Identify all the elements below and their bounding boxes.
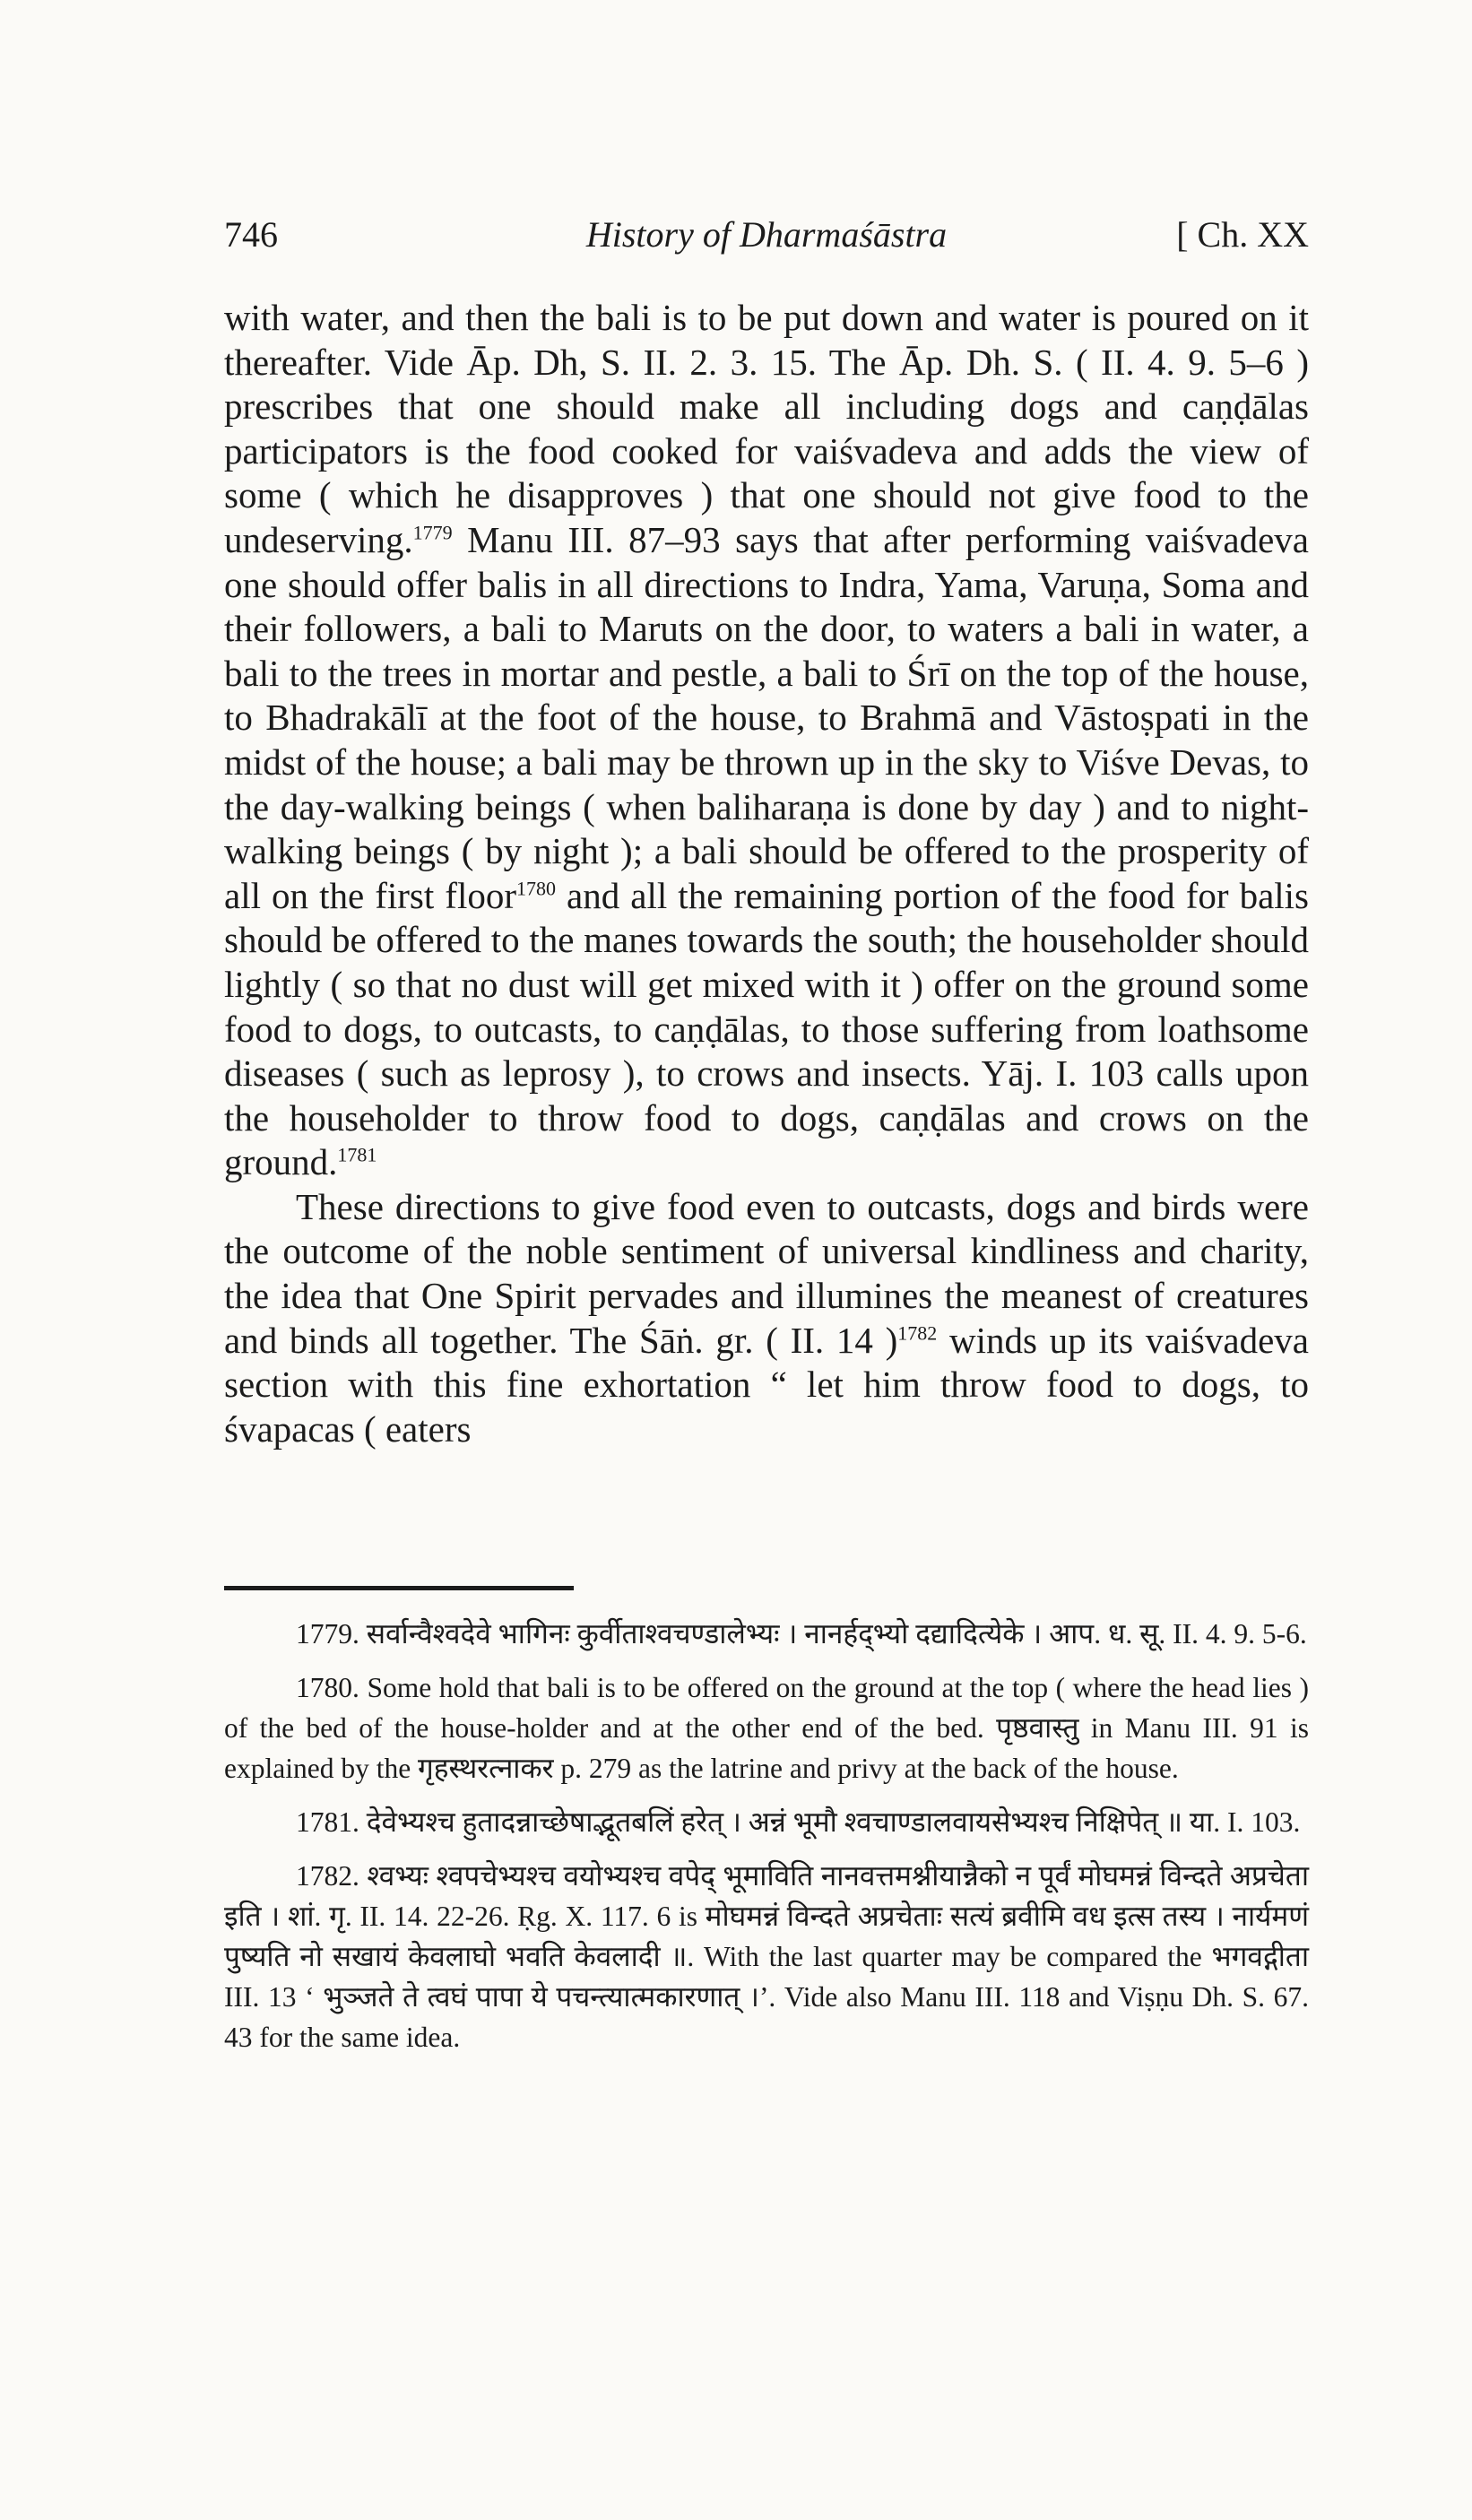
footnote-divider (224, 1586, 574, 1590)
paragraph-1-part-a: with water, and then the bali is to be put down and water is poured on it thereafter. Vide Āp. Dh, S. II. 2. 3. 15. The Āp. Dh. S. ( II. 4. 9. 5–6 ) prescribes that one should make all including dogs and caṇḍālas participators is the food cooked for vaiśvadeva and adds the view of some ( which he disapproves ) that one should not give food to the undeserving. (224, 297, 1309, 560)
footnote-ref-1780: 1780 (516, 877, 556, 900)
footnotes (224, 1614, 1309, 2071)
paragraph-1-part-b: Manu III. 87–93 says that after performing vaiśvadeva one should offer balis in all directions to Indra, Yama, Varuṇa, Soma and their followers, a bali to Maruts on the door, to waters a bali in water, a bali to the trees in mortar and pestle, a bali to Śrī on the top of the house, to Bhadrakālī at the foot of the house, to Brahmā and Vāstoṣpati in the midst of the house; a bali may be thrown up in the sky to Viśve Devas, to the day-walking beings ( when baliharaṇa is done by day ) and to night-walking beings ( by night ); a bali should be offered to the prosperity of all on the first floor (224, 518, 1309, 916)
footnote-ref-1782: 1782 (897, 1321, 938, 1344)
footnote-1780 (224, 1667, 1309, 1788)
chapter-label: [ Ch. XX (1176, 214, 1309, 255)
paragraph-1 (224, 296, 1309, 1185)
paragraph-2-part-b: winds up its vaiśvadeva section with this fine exhortation “ let him throw food to dogs, to śvapacas ( eaters (224, 1319, 1309, 1450)
paragraph-2-part-a: These directions to give food even to outcasts, dogs and birds were the outcome of the noble sentiment of universal kindliness and charity, the idea that One Spirit pervades and illumines the meanest of creatures and binds all together. The Śāṅ. gr. ( II. 14 ) (224, 1185, 1309, 1361)
footnote-1782 (224, 1856, 1309, 2057)
running-title: History of Dharmaśāstra (585, 214, 948, 255)
running-header (224, 213, 1309, 267)
footnote-number: 1782. (296, 1860, 359, 1892)
footnote-text: Some hold that bali is to be offered on the ground at the top ( where the head lies ) of the bed of the house-holder and at the other end of the bed. पृष्ठवास्तु in Manu III. 91 is explained by the गृहस्थरत्नाकर p. 279 as the latrine and privy at the back of the house. (224, 1672, 1310, 1784)
footnote-number: 1781. (296, 1806, 359, 1838)
footnote-1779 (224, 1614, 1309, 1654)
footnote-text: श्वभ्यः श्वपचेभ्यश्च वयोभ्यश्च वपेद् भूमाविति नानवत्तमश्नीयान्नैको न पूर्वं मोघमन्नं विन्दते अप्रचेता इति । शां. गृ. II. 14. 22-26. Ṛg. X. 117. 6 is मोघमन्नं विन्दते अप्रचेताः सत्यं ब्रवीमि वध इत्स तस्य । नार्यमणं पुष्यति नो सखायं केवलाघो भवति केवलादी ॥. With the last quarter may be compared the भगवद्गीता III. 13 ‘ भुञ्जते ते त्वघं पापा ये पचन्त्यात्मकारणात् ।’. Vide also Manu III. 118 and Viṣṇu Dh. S. 67. 43 for the same idea. (224, 1860, 1310, 2053)
footnote-text: देवेभ्यश्च हुतादन्नाच्छेषाद्भूतबलिं हरेत् । अन्नं भूमौ श्वचाण्डालवायसेभ्यश्च निक्षिपेत् ॥ या. I. 103. (366, 1806, 1301, 1838)
footnote-text: सर्वान्वैश्वदेवे भागिनः कुर्वीताश्वचण्डालेभ्यः । नानर्हद्भ्यो दद्यादित्येके । आप. ध. सू. II. 4. 9. 5-6. (366, 1618, 1307, 1650)
footnote-1781 (224, 1802, 1309, 1842)
paragraph-1-part-c: and all the remaining portion of the food for balis should be offered to the manes towards the south; the householder should lightly ( so that no dust will get mixed with it ) offer on the ground some food to dogs, to outcasts, to caṇḍālas, to those suffering from loathsome diseases ( such as leprosy ), to crows and insects. Yāj. I. 103 calls upon the householder to throw food to dogs, caṇḍālas and crows on the ground. (224, 874, 1310, 1183)
footnote-ref-1779: 1779 (412, 521, 453, 544)
footnote-ref-1781: 1781 (337, 1143, 377, 1166)
footnote-number: 1779. (296, 1618, 359, 1650)
paragraph-2 (224, 1185, 1309, 1452)
footnote-number: 1780. (296, 1672, 359, 1703)
page-number: 746 (224, 214, 278, 255)
main-text (224, 296, 1309, 1451)
